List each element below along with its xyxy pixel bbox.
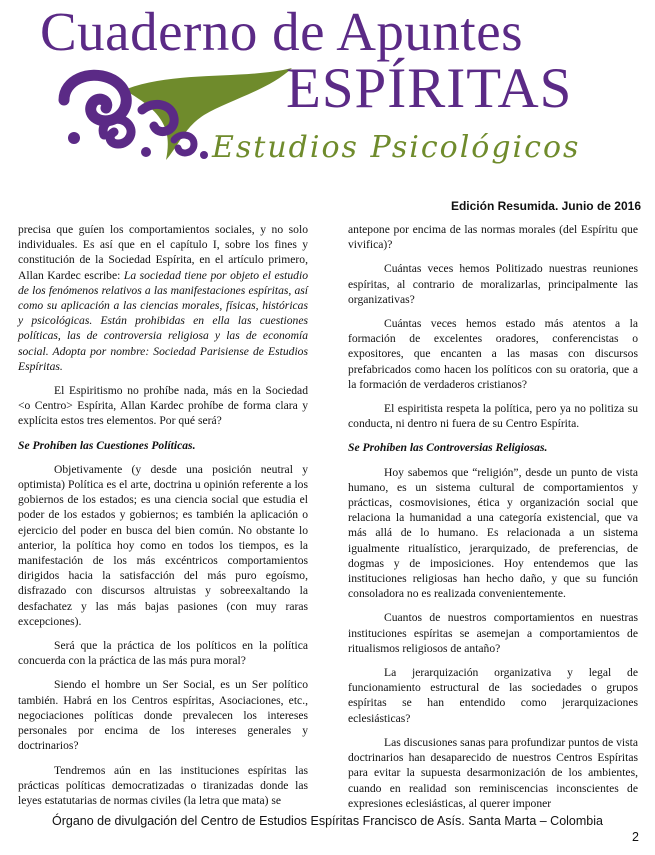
paragraph: El espiritista respeta la política, pero ya no politiza su conducta, ni dentro ni fuera de su Centro Espírita.: [348, 402, 638, 431]
masthead-title-espiritas: ESPÍRITAS: [286, 57, 573, 120]
masthead-title: Cuaderno de Apuntes: [40, 1, 524, 62]
right-column: [348, 222, 638, 820]
masthead-subtitle: Estudios Psicológicos: [212, 130, 581, 165]
paragraph-text: precisa que guíen los comportamientos sociales, y no solo individuales. Es así que en el capítulo I, sobre los fines y constitución de la Sociedad Espírita, en el artículo primero, Allan Kardec escribe:: [18, 223, 308, 282]
masthead: [0, 0, 655, 200]
section-heading: Se Prohíben las Cuestiones Políticas.: [18, 438, 196, 452]
paragraph: Objetivamente (y desde una posición neutral y optimista) Política es el arte, doctrina u opinión referente a los gobiernos de los estados; es una ciencia social que estudia el poder de los estados y gobiernos; es también la aplicación o ejercicio del poder en busca del bien común. No obstante lo anterior, la política hoy como en todos los tiempos, es la manifestación de los más excéntricos comportamientos dirigidos hacia la satisfacción del más puro egoísmo, disfrazado con discursos altruistas y sobreexaltando la desfachatez y las más bajas pasiones (con muy raras excepciones).: [18, 462, 308, 628]
paragraph: Tendremos aún en las instituciones espíritas las prácticas políticas democratizadas o tiranizadas donde las leyes estatutarias de normas civiles (la letra que mata) se: [18, 763, 308, 807]
paragraph: [18, 222, 308, 374]
edition-label: Edición Resumida. Junio de 2016: [450, 199, 641, 213]
left-column: [18, 222, 308, 817]
section-heading: Se Prohíben las Controversias Religiosas.: [348, 441, 548, 455]
paragraph: La jerarquización organizativa y legal de funcionamiento estructural de las sociedades o grupos espíritas se han entendido como jerarquizaciones eclesiásticas?: [348, 666, 638, 725]
paragraph: El Espiritismo no prohíbe nada, más en la Sociedad <o Centro> Espírita, Allan Kardec prohíbe de forma clara y explícita estos tres elementos. Por qué será?: [18, 384, 308, 428]
quote-italic: La sociedad tiene por objeto el estudio de los fenómenos relativos a las manifestaciones espíritas, así como su aplicación a las ciencias morales, físicas, históricas y psicológicas. Están prohibidas en ella las cuestiones políticas, las de controversia religiosa y las de economía social. Adopta por nombre: Sociedad Parisiense de Estudios Espíritas.: [18, 268, 308, 373]
page-footer: Órgano de divulgación del Centro de Estudios Espíritas Francisco de Asís. Santa Marta – Colombia: [52, 814, 603, 828]
paragraph: antepone por encima de las normas morales (del Espíritu que vivifica)?: [348, 223, 638, 252]
paragraph: Las discusiones sanas para profundizar puntos de vista doctrinarios han desaparecido de nuestros Centros Espíritas para evitar la supuesta desarmonización de los ambientes, cuando en realidad son reminiscencias inconscientes de expresiones eclesiásticas, al querer imponer: [348, 735, 638, 810]
paragraph: Siendo el hombre un Ser Social, es un Ser político también. Habrá en los Centros espíritas, Asociaciones, etc., negociaciones políticas donde prevalecen los intereses personales por encima de los intereses generales y doctrinarios?: [18, 678, 308, 753]
page-number: 2: [632, 830, 639, 844]
paragraph: Hoy sabemos que “religión”, desde un punto de vista humano, es un sistema cultural de comportamientos y prácticas, cosmovisiones, ética y organización social que relaciona la humanidad a una categoría existencial, que va más allá de lo humano. Es relacionada a un sistema igualmente ritualístico, jerarquizado, de preferencias, de dogmas y de imposiciones. Hoy entendemos que las instituciones religiosas han hecho daño, y que su función consoladora no es realizada convenientemente.: [348, 465, 638, 601]
paragraph: Cuantos de nuestros comportamientos en nuestras instituciones espíritas se asemejan a comportamientos de ritualismos religiosos de antaño?: [348, 611, 638, 655]
paragraph: Cuántas veces hemos estado más atentos a la formación de excelentes oradores, conferencistas o expositores, que encanten a las masas con discursos prefabricados como hacen los políticos con su oratoria, que a la formación de verdaderos cristianos?: [348, 317, 638, 391]
paragraph: Será que la práctica de los políticos en la política concuerda con la práctica de las más pura moral?: [18, 639, 308, 668]
paragraph: Cuántas veces hemos Politizado nuestras reuniones espíritas, al contrario de moralizarlas, principalmente las organizativas?: [348, 262, 638, 306]
